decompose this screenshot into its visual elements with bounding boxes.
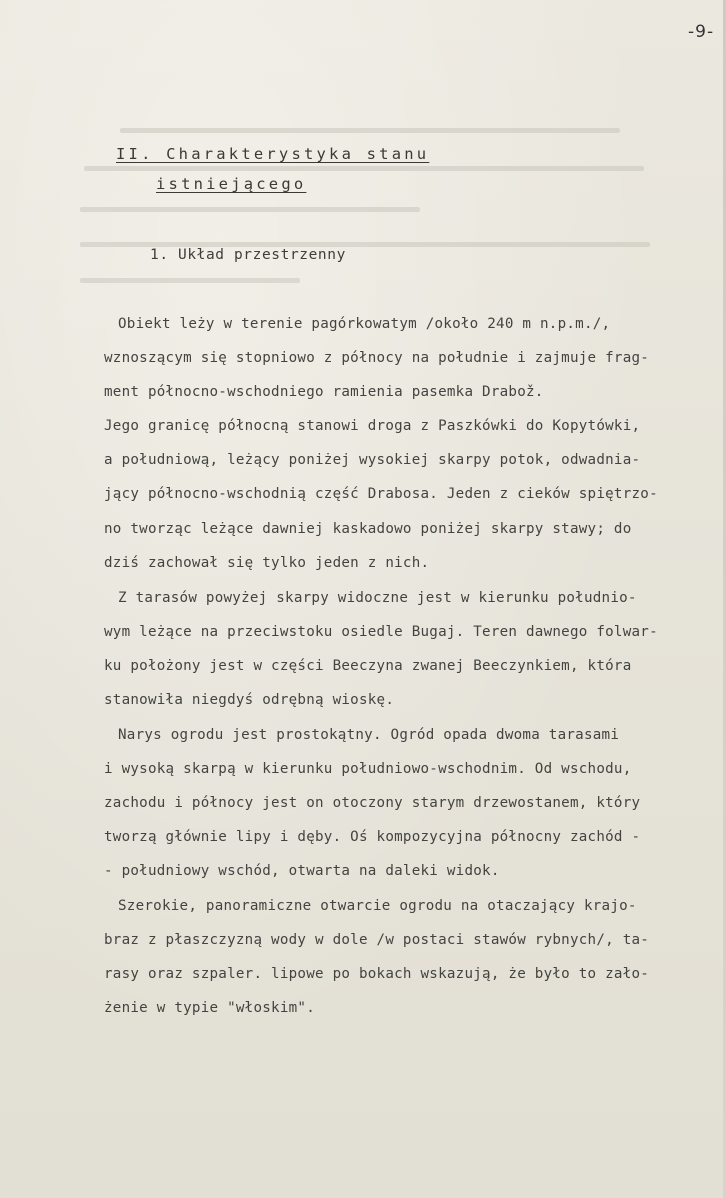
text-line: Szerokie, panoramiczne otwarcie ogrodu na otaczający krajo- [118,898,637,914]
text-line: no tworząc leżące dawniej kaskadowo poniżej skarpy stawy; do [104,521,632,537]
text-line: rasy oraz szpaler. lipowe po bokach wskazują, że było to zało- [104,966,650,982]
text-line: dziś zachował się tylko jeden z nich. [104,555,430,571]
section-heading-continuation: istniejącego [156,175,307,193]
text-line: - południowy wschód, otwarta na daleki widok. [104,863,500,879]
text-line: stanowiła niegdyś odrębną wioskę. [104,692,395,708]
text-line: jący północno-wschodnią część Drabosa. Jeden z cieków spiętrzo- [104,486,658,502]
section-heading: II. Charakterystyka stanu [116,145,430,163]
text-line: wym leżące na przeciwstoku osiedle Bugaj. Teren dawnego folwar- [104,624,658,640]
text-line: ment północno-wschodniego ramienia pasemka Drabož. [104,384,544,400]
text-line: żenie w typie "włoskim". [104,1000,315,1016]
text-line: ku położony jest w części Beeczyna zwanej Beeczynkiem, która [104,658,632,674]
text-line: wznoszącym się stopniowo z północy na południe i zajmuje frag- [104,350,650,366]
text-line: tworzą głównie lipy i dęby. Oś kompozycyjna północny zachód - [104,829,641,845]
text-line: braz z płaszczyzną wody w dole /w postaci stawów rybnych/, ta- [104,932,650,948]
text-line: Jego granicę północną stanowi droga z Paszkówki do Kopytówki, [104,418,641,434]
text-line: a południową, leżący poniżej wysokiej skarpy potok, odwadnia- [104,452,641,468]
text-line: Narys ogrodu jest prostokątny. Ogród opada dwoma tarasami [118,727,620,743]
text-line: Z tarasów powyżej skarpy widoczne jest w kierunku południo- [118,590,637,606]
text-line: i wysoką skarpą w kierunku południowo-wschodnim. Od wschodu, [104,761,632,777]
page-number: -9- [688,22,715,42]
text-line: zachodu i północy jest on otoczony starym drzewostanem, który [104,795,641,811]
subsection-heading: 1. Układ przestrzenny [150,247,346,263]
text-line: Obiekt leży w terenie pagórkowatym /około 240 m n.p.m./, [118,316,611,332]
